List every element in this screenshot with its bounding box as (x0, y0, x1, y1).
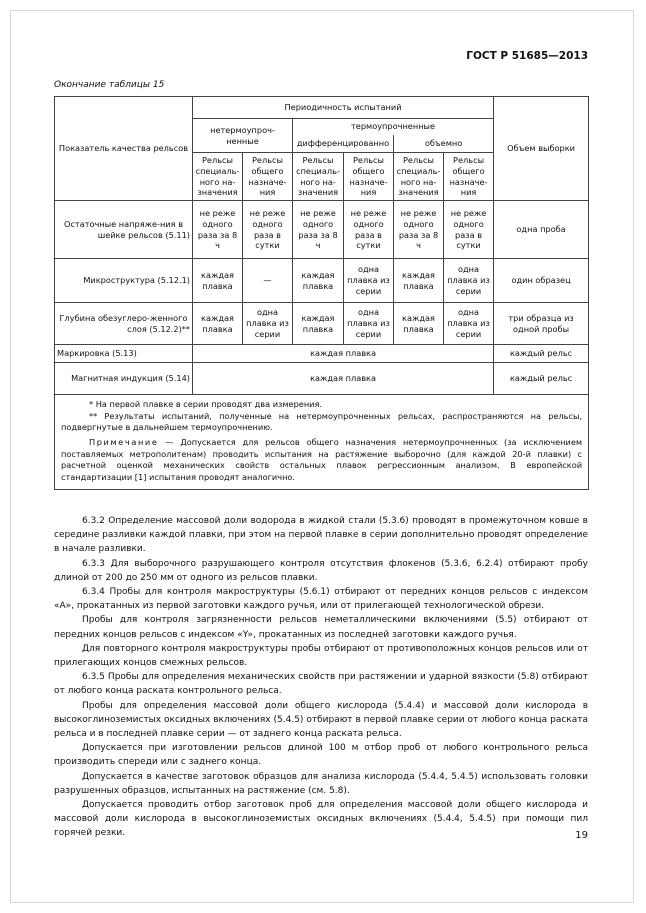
header-indicator: Показатель качества рельсов (55, 97, 193, 201)
header-volume: объемно (394, 135, 494, 153)
header-general-2: Рельсы общего назначе-ния (344, 153, 394, 201)
row-cell: одна плавка из серии (444, 303, 494, 345)
table-row (55, 201, 589, 259)
row-cell: не реже одного раза за 8 ч (394, 201, 444, 259)
paragraph: Пробы для определения массовой доли общего кислорода (5.4.4) и массовой доли кислорода в высокоглиноземистых оксидных включениях (5.4.5) отбирают в первой плавке серии от любого конца раската рельса и в последней плавке серии — от заднего конца раската рельса. (54, 700, 588, 740)
row-sample: один образец (494, 259, 589, 303)
page-number: 19 (575, 830, 588, 841)
row-indicator: Глубина обезуглеро-женного слоя (5.12.2)** (55, 303, 193, 345)
header-special-1: Рельсы специаль-ного на-значения (193, 153, 243, 201)
row-cell: каждая плавка (293, 259, 344, 303)
table-notes (55, 395, 589, 490)
row-cell: не реже одного раза в сутки (444, 201, 494, 259)
row-cell: одна плавка из серии (243, 303, 293, 345)
paragraph: Допускается в качестве заготовок образцов для анализа кислорода (5.4.4, 5.4.5) использовать головки разрушенных образцов, испытанных на растяжение (см. 5.8). (54, 771, 588, 796)
header-differential: дифференцированно (293, 135, 394, 153)
header-special-2: Рельсы специаль-ного на-значения (293, 153, 344, 201)
header-periodicity: Периодичность испытаний (193, 97, 494, 119)
row-cell: каждая плавка (394, 303, 444, 345)
row-indicator: Остаточные напряже-ния в шейке рельсов (5.11) (55, 201, 193, 259)
paragraph: Допускается проводить отбор заготовок проб для определения массовой доли общего кислорода и массовой доли кислорода в высокоглиноземистых оксидных включениях (5.4.4, 5.4.5) при помощи пил горячей резки. (54, 800, 588, 839)
header-general-3: Рельсы общего назначе-ния (444, 153, 494, 201)
paragraph: Пробы для контроля загрязненности рельсов неметаллическими включениями (5.5) отбирают от передних концов рельсов с индексом «Y», прокатанных из последней заготовки каждого ручья. (54, 615, 588, 640)
table-caption: Окончание таблицы 15 (54, 80, 165, 90)
row-cell: каждая плавка (193, 303, 243, 345)
row-merged-cell: каждая плавка (193, 363, 494, 395)
header-hardened: термоупрочненные (293, 119, 494, 135)
row-cell: каждая плавка (193, 259, 243, 303)
row-cell: — (243, 259, 293, 303)
table-row (55, 363, 589, 395)
row-cell: не реже одного раза за 8 ч (293, 201, 344, 259)
header-sample-size: Объем выборки (494, 97, 589, 201)
paragraph: Допускается при изготовлении рельсов длиной 100 м отбор проб от любого контрольного рельса производить спереди или с заднего конца. (54, 743, 588, 768)
table-note (61, 437, 582, 484)
table-notes-row (55, 395, 589, 490)
paragraph: 6.3.5 Пробы для определения механических свойств при растяжении и ударной вязкости (5.8) отбирают от любого конца раската контрольного рельса. (54, 672, 588, 697)
row-sample: три образца из одной пробы (494, 303, 589, 345)
table-row (55, 345, 589, 363)
row-cell: не реже одного раза в сутки (344, 201, 394, 259)
header-special-3: Рельсы специаль-ного на-значения (394, 153, 444, 201)
row-cell: не реже одного раза за 8 ч (193, 201, 243, 259)
paragraph: 6.3.3 Для выборочного разрушающего контроля отсутствия флокенов (5.3.6, 6.2.4) отбирают пробу длиной от 200 до 250 мм от одного из рельсов плавки. (54, 558, 588, 583)
footnote-1: * На первой плавке в серии проводят два измерения. (89, 399, 323, 409)
row-sample: каждый рельс (494, 363, 589, 395)
body-text (54, 514, 588, 841)
row-indicator: Магнитная индукция (5.14) (55, 363, 193, 395)
footnote-2: ** Результаты испытаний, полученные на нетермоупрочненных рельсах, распространяются на рельсы, подвергнутые в дальнейшем термоупрочнению. (61, 410, 583, 433)
row-indicator: Микроструктура (5.12.1) (55, 259, 193, 303)
row-sample: одна проба (494, 201, 589, 259)
row-cell: каждая плавка (394, 259, 444, 303)
note-text: — Допускается для рельсов общего назначения нетермоупрочненных (за исключением поставляемых метрополитенам) проводить испытания на растяжение выборочно (для каждой 20-й плавки) с расчетной оценкой механических свойств остальных плавок регрессионным анализом. В европейской стандартизации [1] испытания проводят аналогично. (61, 436, 583, 482)
row-sample: каждый рельс (494, 345, 589, 363)
header-general-1: Рельсы общего назначе-ния (243, 153, 293, 201)
table-row (55, 259, 589, 303)
paragraph: 6.3.2 Определение массовой доли водорода в жидкой стали (5.3.6) проводят в промежуточном ковше в середине разливки каждой плавки, при этом на первой плавке в серии дополнительно проводят определение в начале разливки. (54, 516, 588, 555)
standard-header: ГОСТ Р 51685—2013 (466, 50, 588, 62)
row-cell: одна плавка из серии (344, 303, 394, 345)
table-row (55, 303, 589, 345)
row-cell: одна плавка из серии (444, 259, 494, 303)
row-cell: одна плавка из серии (344, 259, 394, 303)
paragraph: Для повторного контроля макроструктуры пробы отбирают от противоположных концов рельсов или от прилегающих концов смежных рельсов. (54, 643, 588, 669)
row-merged-cell: каждая плавка (193, 345, 494, 363)
header-nonhardened: нетермоупроч-ненные (193, 119, 293, 153)
note-label: Примечание (89, 436, 159, 447)
paragraph: 6.3.4 Пробы для контроля макроструктуры (5.6.1) отбирают от передних концов рельсов с индексом «А», прокатанных из первой заготовки каждого ручья, или от прилегающей технологической обрези. (54, 587, 588, 612)
table-15 (54, 96, 589, 490)
row-indicator: Маркировка (5.13) (55, 345, 193, 363)
row-cell: каждая плавка (293, 303, 344, 345)
row-cell: не реже одного раза в сутки (243, 201, 293, 259)
